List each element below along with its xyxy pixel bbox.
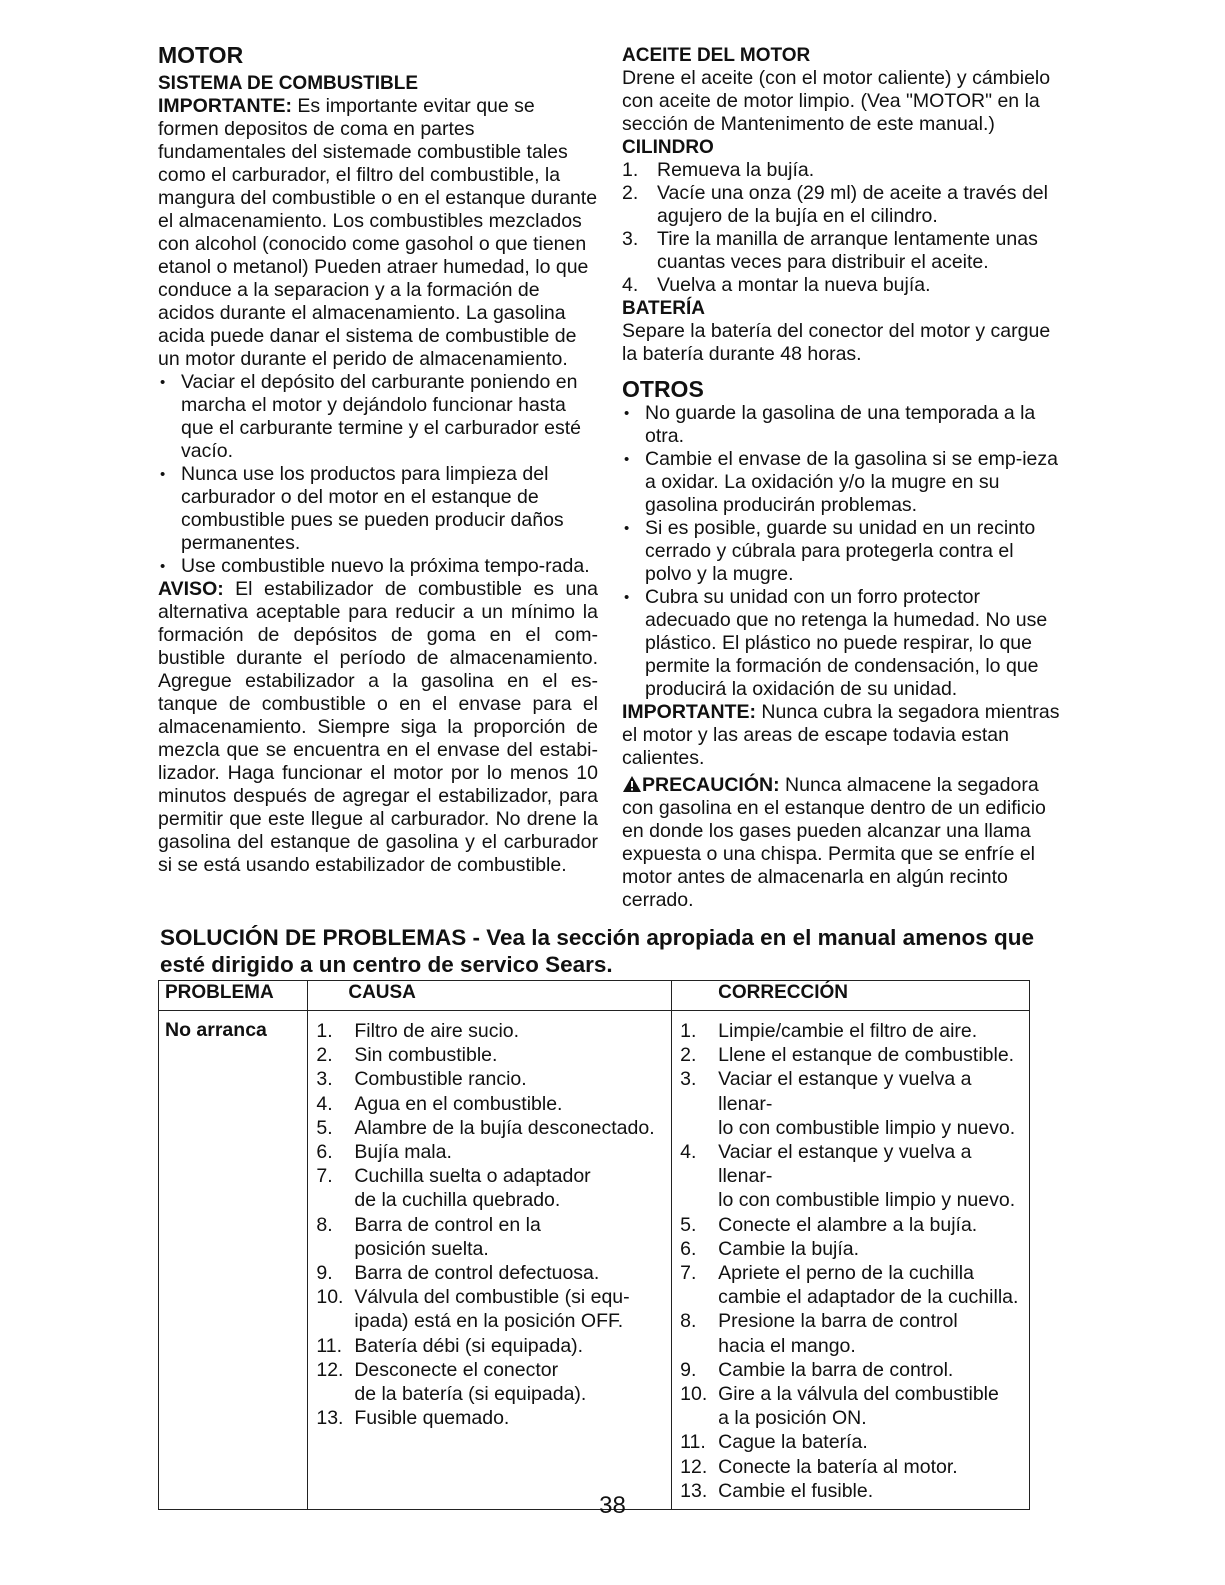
list-item: 4. Vuelva a montar la nueva bujía. (622, 274, 931, 296)
item-text: Cague la batería. (718, 1431, 868, 1454)
list-item: • No guarde la gasolina de una temporada a la otra. (622, 402, 1062, 448)
list-item (316, 1358, 671, 1382)
table-header-row (159, 981, 1030, 1011)
item-text: Cambie el fusible. (718, 1479, 874, 1502)
item-number: 3. (680, 1068, 697, 1091)
list-item: 1. Remueva la bujía. (622, 159, 815, 181)
problem-cell (159, 1011, 308, 1510)
warning-triangle-icon (622, 775, 642, 793)
item-text: Vaciar el estanque y vuelva a llenar- (718, 1141, 972, 1188)
troubleshooting-table (158, 980, 1030, 1510)
list-item (316, 1406, 671, 1430)
list-item (316, 1140, 671, 1164)
item-text: Vaciar el estanque y vuelva a llenar- (718, 1068, 972, 1115)
list-item (680, 1140, 1029, 1188)
item-number (316, 1382, 354, 1406)
item-number: 11. (316, 1334, 343, 1357)
engine-oil-text: Drene el aceite (con el motor caliente) y cámbielo con aceite de motor limpio. (Vea "MOTOR" en la sección de Mantenimento de este manual.) (622, 67, 1051, 135)
list-item: • Cubra su unidad con un forro protector adecuado que no retenga la humedad. No use plástico. El plástico no puede respirar, lo que permite la formación de condensación, lo que producirá la oxidación de su unidad. (622, 586, 1062, 701)
item-number (680, 1285, 718, 1309)
item-number: 6. (316, 1141, 333, 1164)
item-number: 13. (316, 1407, 344, 1430)
list-item: • Cambie el envase de la gasolina si se emp-ieza a oxidar. La oxidación y/o la mugre en su gasolina producirán problemas. (622, 448, 1062, 517)
list-item: • Vaciar el depósito del carburante poniendo en marcha el motor y dejándolo funcionar hasta que el carburante termine y el carburador esté vacío. (158, 371, 598, 463)
troubleshooting-title: SOLUCIÓN DE PROBLEMAS - Vea la sección apropiada en el manual amenos que esté dirigido a un centro de servico Sears. (160, 925, 1034, 977)
item-text: Gire a la válvula del combustible (718, 1383, 999, 1406)
item-number: 7. (316, 1165, 333, 1188)
item-text: Conecte el alambre a la bujía. (718, 1213, 978, 1236)
list-item: • Use combustible nuevo la próxima tempo-rada. (158, 555, 598, 578)
list-item (680, 1309, 1029, 1333)
item-number: 11. (680, 1431, 706, 1454)
list-item (316, 1092, 671, 1116)
item-text: Desconecte el conector (354, 1358, 559, 1381)
list-item (680, 1261, 1029, 1285)
battery-heading: BATERÍA (622, 298, 706, 319)
table-row (159, 1011, 1030, 1510)
list-item (680, 1406, 1029, 1430)
others-heading: OTROS (622, 376, 704, 402)
item-text: de la batería (si equipada). (354, 1383, 587, 1406)
item-text: lo con combustible limpio y nuevo. (718, 1189, 1016, 1212)
list-item (316, 1019, 671, 1043)
item-number: 12. (316, 1358, 344, 1381)
item-text: posición suelta. (354, 1237, 489, 1260)
item-text: ipada) está en la posición OFF. (354, 1310, 624, 1333)
list-item (680, 1455, 1029, 1479)
corrections-list (672, 1011, 1029, 1509)
causes-list (308, 1011, 671, 1436)
list-item (680, 1334, 1029, 1358)
list-item (680, 1043, 1029, 1067)
notice-label: AVISO: (158, 578, 224, 600)
item-number: 7. (680, 1262, 697, 1285)
important-text: Nunca cubra la segadora mientras el motor y las areas de escape todavia estan calientes. (622, 701, 1060, 769)
item-text: cambie el adaptador de la cuchilla. (718, 1286, 1019, 1309)
caution-text: Nunca almacene la segadora con gasolina en el estanque dentro de un edificio en donde los gases pueden alcanzar una llama expuesta o una chispa. Permita que se enfríe el motor antes de almacenarla en algún recinto cerrado. (622, 774, 1046, 911)
battery-text: Separe la batería del conector del motor y cargue la batería durante 48 horas. (622, 320, 1051, 365)
list-item (316, 1116, 671, 1140)
item-text: Sin combustible. (354, 1044, 498, 1067)
list-item: 3. Tire la manilla de arranque lentamente unas cuantas veces para distribuir el aceite. (622, 228, 1038, 273)
caution-label: PRECAUCIÓN: (642, 774, 780, 796)
list-item (316, 1334, 671, 1358)
item-number: 4. (316, 1092, 333, 1115)
item-text: hacia el mango. (718, 1334, 856, 1357)
important-label: IMPORTANTE: (158, 95, 292, 117)
item-number: 9. (680, 1358, 697, 1381)
fuel-system-heading: SISTEMA DE COMBUSTIBLE (158, 73, 419, 94)
item-number (316, 1188, 354, 1212)
item-number: 3. (316, 1068, 333, 1091)
list-item (680, 1067, 1029, 1115)
item-number (316, 1309, 354, 1333)
column-header-correction: CORRECCIÓN (672, 981, 1030, 1011)
item-text: Batería débi (si equipada). (354, 1334, 584, 1357)
item-number: 5. (680, 1213, 697, 1236)
list-item (316, 1188, 671, 1212)
item-text: Apriete el perno de la cuchilla (718, 1262, 974, 1285)
list-item (680, 1358, 1029, 1382)
item-number (680, 1188, 718, 1212)
column-header-cause: CAUSA (308, 981, 672, 1011)
item-number: 4. (680, 1141, 697, 1164)
list-item (316, 1382, 671, 1406)
item-text: Combustible rancio. (354, 1068, 527, 1091)
item-number: 12. (680, 1455, 708, 1478)
cylinder-steps (622, 159, 1062, 297)
item-number: 8. (680, 1310, 697, 1333)
item-text: Fusible quemado. (354, 1407, 510, 1430)
item-number: 8. (316, 1213, 333, 1236)
list-item (680, 1213, 1029, 1237)
item-number: 10. (316, 1286, 344, 1309)
list-item (316, 1164, 671, 1188)
item-number: 10. (680, 1383, 708, 1406)
others-bullet-list (622, 402, 1062, 701)
item-text: Llene el estanque de combustible. (718, 1044, 1015, 1067)
item-number: 9. (316, 1262, 333, 1285)
item-text: Cuchilla suelta o adaptador (354, 1165, 591, 1188)
item-number: 1. (316, 1020, 333, 1042)
important-label: IMPORTANTE: (622, 701, 756, 723)
item-text: Cambie la barra de control. (718, 1358, 954, 1381)
list-item (680, 1188, 1029, 1212)
list-item: • Nunca use los productos para limpieza del carburador o del motor en el estanque de combustible pues se pueden producir daños permanentes. (158, 463, 598, 555)
motor-heading: MOTOR (158, 42, 244, 68)
item-text: Bujía mala. (354, 1141, 452, 1164)
item-number: 2. (316, 1044, 333, 1067)
list-item: • Si es posible, guarde su unidad en un recinto cerrado y cúbrala para protegerla contra el polvo y la mugre. (622, 517, 1062, 586)
item-number: 1. (680, 1020, 697, 1042)
list-item (680, 1285, 1029, 1309)
item-number (680, 1334, 718, 1358)
fuel-important-paragraph (158, 95, 598, 371)
list-item (680, 1116, 1029, 1140)
cylinder-heading: CILINDRO (622, 137, 714, 158)
correction-cell (672, 1011, 1030, 1510)
item-text: Agua en el combustible. (354, 1092, 563, 1115)
list-item (316, 1261, 671, 1285)
item-text: Conecte la batería al motor. (718, 1455, 958, 1478)
column-header-problem: PROBLEMA (159, 981, 308, 1011)
list-item (316, 1213, 671, 1237)
caution-paragraph (622, 774, 1062, 912)
item-number (680, 1406, 718, 1430)
item-number: 13. (680, 1479, 708, 1502)
notice-text: El estabilizador de combustible es una alternativa aceptable para reducir a un mínimo la formación de depósitos de goma en el com-bustible durante el período de almacenamiento. Agregue estabilizador a la gasolina en el es-tanque de combustible o en el envase para el almacenamiento. Siempre siga la proporción de mezcla que se encuentra en el envase del estabi-lizador. Haga funcionar el motor por lo menos 10 minutos después de agregar el estabilizador, para permitir que este llegue al carburador. No drene la gasolina del estanque de gasolina y el carburador si se está usando estabilizador de combustible. (158, 578, 598, 876)
item-text: de la cuchilla quebrado. (354, 1189, 561, 1212)
list-item (680, 1382, 1029, 1406)
item-text: Barra de control defectuosa. (354, 1262, 600, 1285)
list-item (680, 1237, 1029, 1261)
item-number: 2. (680, 1044, 697, 1067)
list-item (316, 1067, 671, 1091)
item-text: Presione la barra de control (718, 1310, 958, 1333)
list-item (316, 1043, 671, 1067)
item-text: Válvula del combustible (si equ- (354, 1286, 630, 1309)
left-column (158, 42, 598, 877)
list-item (316, 1309, 671, 1333)
item-text: Limpie/cambie el filtro de aire. (718, 1020, 978, 1042)
list-item (316, 1285, 671, 1309)
list-item: 2. Vacíe una onza (29 ml) de aceite a través del agujero de la bujía en el cilindro. (622, 182, 1048, 227)
cause-cell (308, 1011, 672, 1510)
item-number (316, 1237, 354, 1261)
list-item (316, 1237, 671, 1261)
item-number: 5. (316, 1116, 333, 1139)
item-text: Cambie la bujía. (718, 1237, 860, 1260)
list-item (680, 1430, 1029, 1454)
fuel-bullet-list (158, 371, 598, 578)
list-item (680, 1019, 1029, 1043)
item-text: a la posición ON. (718, 1407, 867, 1430)
problem-label: No arranca (165, 1019, 267, 1041)
item-number (680, 1116, 718, 1140)
right-column (622, 42, 1062, 912)
item-number: 6. (680, 1237, 697, 1260)
notice-paragraph (158, 578, 598, 877)
item-text: Alambre de la bujía desconectado. (354, 1116, 655, 1139)
page-number: 38 (599, 1492, 626, 1519)
engine-oil-heading: ACEITE DEL MOTOR (622, 45, 811, 66)
important-text: Es importante evitar que se formen depositos de coma en partes fundamentales del sistemade combustible tales como el carburador, el filtro del combustible, la mangura del combustible o en el estanque durante el almacenamiento. Los combustibles mezclados con alcohol (conocido come gasohol o que tienen etanol o metanol) Pueden atraer humedad, lo que conduce a la separacion y a la formación de acidos durante el almacenamiento. La gasolina acida puede danar el sistema de combustible de un motor durante el perido de almacenamiento. (158, 95, 598, 370)
item-text: lo con combustible limpio y nuevo. (718, 1116, 1016, 1139)
others-important-paragraph (622, 701, 1062, 770)
item-text: Barra de control en la (354, 1213, 541, 1236)
item-text: Filtro de aire sucio. (354, 1020, 520, 1042)
